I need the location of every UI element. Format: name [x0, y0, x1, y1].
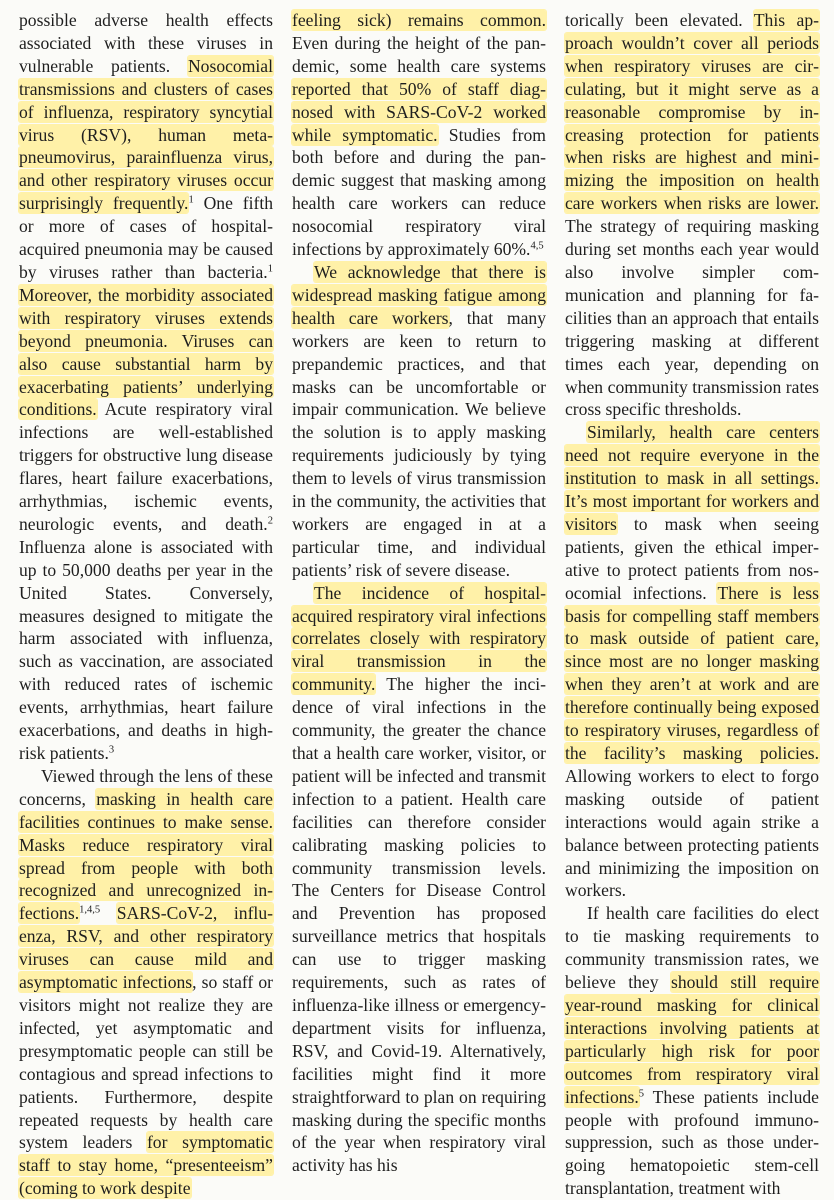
highlighted-text[interactable]: The incidence of hospital-acquired respiratory viral infections correlates closely with respiratory viral transmission in the community. [292, 582, 546, 695]
text-column-2 [292, 9, 546, 1200]
body-text: Even during the height of the pandemic, some health care systems [292, 32, 546, 76]
paragraph [292, 9, 546, 261]
paragraph [19, 765, 273, 1200]
body-text: to mask when seeing patients, given the ethical imperative to protect patients from nosocomial infections. [565, 513, 819, 603]
body-text: One fifth or more of cases of hospital-acquired pneumonia may be caused by viruses rather than bacteria. [19, 193, 273, 282]
reference-superscript: 2 [267, 515, 273, 527]
highlighted-text[interactable]: SARS-CoV-2, influenza, RSV, and other respiratory viruses can cause mild and asymptomatic infections [19, 903, 273, 993]
body-text: These patients include people with profound immunosuppression, such as those undergoing hematopoietic stem-cell transplantation, treatment with [565, 1086, 819, 1199]
body-text: , so staff or visitors might not realize they are infected, yet asymptomatic and presymptomatic people can still be contagious and spread infections to patients. Furthermore, despite repeated requests by health care system leaders [19, 972, 273, 1153]
highlighted-text[interactable]: Similarly, health care centers need not require everyone in the institution to mask in all settings. It’s most important for workers and visitors [565, 422, 819, 534]
body-text: Acute respiratory viral infections are well-established triggers for obstructive lung disease flares, heart failure exacerbations, arrhythmias, ischemic events, neurologic events, and death. [19, 399, 273, 534]
reference-superscript: 5 [638, 1088, 645, 1100]
highlighted-text[interactable]: Nosocomial transmissions and clusters of cases of influenza, respiratory syncytial virus (RSV), human metapneumovirus, parainfluenza virus, and other respiratory viruses occur surprisingly frequently. [19, 55, 273, 214]
body-text: The strategy of requiring masking during set months each year would also involve simpler communication and planning for facilities than an approach that entails triggering masking at different times each year, depending on when community transmission rates cross specific thresholds. [565, 216, 819, 420]
text-column-1 [19, 9, 273, 1200]
reference-superscript: 4,5 [530, 240, 544, 252]
reference-superscript: 3 [108, 744, 115, 756]
body-text: , that many workers are keen to return to prepandemic practices, and that masks can be uncomfortable or impair communication. We believe the solution is to apply masking requirements judiciously by tying them to levels of virus transmission in the community, the activities that workers are engaged in at a particular time, and individual patients’ risk of severe disease. [292, 307, 547, 580]
body-text: possible adverse health effects associated with these viruses in vulnerable patients. [19, 10, 273, 76]
highlighted-text[interactable]: This approach wouldn’t cover all periods when respiratory viruses are circulating, but it might serve as a reasonable compromise by increasing protection for patients when risks are highest and minimizing the imposition on health care workers when risks are lower. [565, 10, 819, 214]
body-text: Influenza alone is associated with up to 50,000 deaths per year in the United States. Conversely, measures designed to mitigate the harm associated with influenza, such as vaccination, are associated with reduced rates of ischemic events, arrhythmias, heart failure exacerbations, and deaths in high-risk patients. [19, 536, 273, 763]
reference-superscript: 1 [188, 194, 194, 206]
body-text: Allowing workers to elect to forgo masking outside of patient interactions would again strike a balance between protecting patients and minimizing the imposition on workers. [565, 765, 819, 901]
body-text: torically been elevated. [565, 10, 754, 30]
paragraph [565, 421, 819, 902]
paragraph [292, 582, 546, 1178]
reference-superscript: 1,4,5 [79, 905, 101, 917]
reference-superscript: 1 [267, 263, 273, 275]
highlighted-text[interactable]: should still require year-round masking for clinical interactions involving patients at particularly high risk for poor outcomes from respiratory viral infections. [565, 972, 820, 1107]
highlighted-text[interactable]: for symptomatic staff to stay home, “presenteeism” (coming to work despite [19, 1132, 273, 1199]
paragraph [565, 9, 819, 421]
highlighted-text[interactable]: masking in health care facilities continues to make sense. Masks reduce respiratory viral spread from people with both recognized and unrecognized infections. [19, 788, 273, 924]
body-text [100, 903, 117, 923]
highlighted-text[interactable]: feeling sick) remains common. [292, 10, 546, 30]
highlighted-text[interactable]: We acknowledge that there is widespread masking fatigue among health care workers [292, 261, 546, 328]
highlighted-text[interactable]: Moreover, the morbidity associated with respiratory viruses extends beyond pneumonia. Viruses can also cause substantial harm by exacerbating patients’ underlying conditions. [19, 284, 273, 420]
body-text: If health care facilities do elect to tie masking requirements to community transmission rates, we believe they [565, 903, 819, 993]
text-column-3 [565, 9, 819, 1200]
paragraph [19, 9, 273, 765]
highlighted-text[interactable]: reported that 50% of staff diagnosed with SARS-CoV-2 worked while symptomatic. [292, 78, 546, 145]
paragraph [565, 902, 819, 1200]
paragraph [292, 261, 546, 582]
highlighted-text[interactable]: There is less basis for compelling staff members to mask outside of patient care, since most are no longer masking when they aren’t at work and are therefore continually being exposed to respiratory viruses, regardless of the facility’s masking policies. [565, 582, 819, 763]
body-text: Studies from both before and during the pandemic suggest that masking among health care workers can reduce nosocomial respiratory viral infections by approximately 60%. [292, 124, 546, 260]
body-text: Viewed through the lens of these concerns, [19, 765, 273, 809]
body-text: The higher the incidence of viral infections in the community, the greater the chance that a health care worker, visitor, or patient will be infected and transmit infection to a patient. Health care facilities can therefore consider calibrating masking policies to community transmission levels. The Centers for Disease Control and Prevention has proposed surveillance metrics that hospitals can use to trigger masking requirements, such as rates of influenza-like illness or emergency-department visits for influenza, RSV, and Covid-19. Alternatively, facilities might find it more straightforward to plan on requiring masking during the specific months of the year when respiratory viral activity has his [292, 674, 546, 1176]
